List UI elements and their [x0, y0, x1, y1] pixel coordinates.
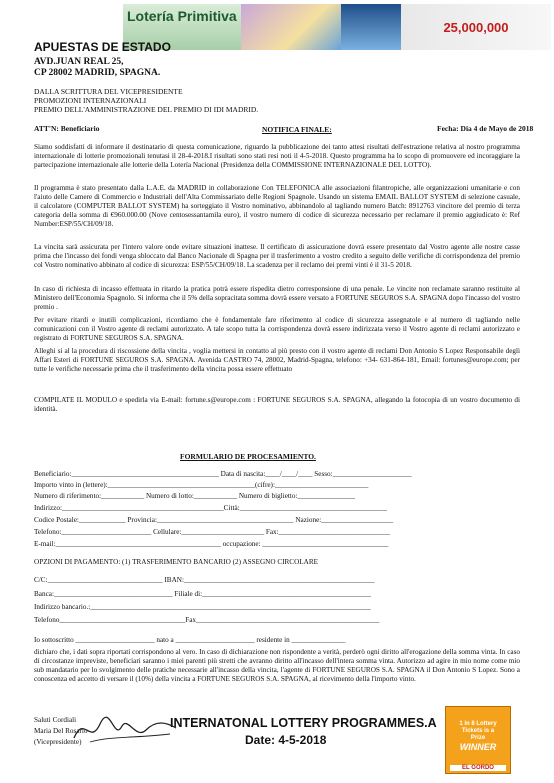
attention-line: ATT'N: Beneficiario: [34, 124, 100, 133]
form-row-reference[interactable]: Numero di riferimento:____________ Numero di lotto:____________ Numero di biglietto:________________: [34, 492, 356, 500]
paragraph-2: Il programma è stato presentato dalla L.A.E. da MADRID in collaborazione Con TELEFONICA alle associazioni filantropiche, alle organizzazioni umanitarie e con l'aiuto delle Camere di Commercio e Industriali dell'Alta Commissariato delle Regioni Spagnole. Usando un sistema EMAIL BALLOT SYSTEM di selezione casuale, il calcolatore (COMPUTER BALLOT SYSTEM) ha sorteggiato il Vostro nominativo, abbinandolo al tagliando numero Batch: 8912763 vincitore del premio di terza categoria della somma di €960.000.00 (Nove centosessantamila euro), il vostro numero di codice di sicurezza necessario per reclamare il premio aggiudicato è: Ref Number:ESP/55/CH/09/18.: [34, 184, 520, 228]
ad-line-2: Tickets is a: [461, 728, 495, 734]
address-line-2: CP 28002 MADRID, SPAGNA.: [34, 68, 161, 78]
declaration-paragraph: dichiaro che, i dati sopra riportati corrispondono al vero. In caso di dichiarazione non rispondente a verità, perderò ogni diritto all'erogazione della somma vinta. In caso di circostanze impreviste, beneficiari saranno i miei parenti più stretti che avranno diritto all'incasso dell'intera somma vinta. Autorizzo ad agire in mio nome come mio sub mandatario per lo svolgimento delle pratiche necessarie all'incasso della vincita, l'agente di FORTUNE SEGUROS S.A. SPAGNA il Don Antonio S Lopez. Sono a conoscenza ed accetto di versare il (10%) della vincita a FORTUNE SEGUROS S.A. SPAGNA, al ricevimento della l'importo vinto.: [34, 648, 520, 683]
dept-line-1: DALLA SCRITTURA DEL VICEPRESIDENTE: [34, 87, 183, 96]
ad-line-3: Prize: [470, 735, 486, 741]
paragraph-7: COMPILATE IL MODULO e spedirla via E-mail: fortune.s@europe.com : FORTUNE SEGUROS S.A. SPAGNA, allegando la fotocopia di un vostro documento di identità.: [34, 396, 520, 413]
notice-heading: NOTIFICA FINALE:: [262, 125, 332, 134]
form-row-address[interactable]: Indirizzo:_____________________________________________Città:_________________________________________: [34, 504, 387, 512]
ad-brand: EL GORDO: [450, 765, 506, 771]
paragraph-6: Alleghi si al la procedura di riscossione della vincita , voglia mettersi in contatto al più presto con il vostro agente di reclami Don Antonio S Lopez Responsabile degli Affari Esteri di FORTUNE SEGUROS S.A. SPAGNA. Avenida CASTRO 74, 28002, Madrid-Spagna, telefono: +34- 631-864-181, Email: fortunes@europe.com; per tutte le verifiche necessarie prima che il trasferimento della vincita possa essere effettuato: [34, 347, 520, 373]
program-date: Date: 4-5-2018: [245, 733, 327, 747]
dept-line-2: PROMOZIONI INTERNAZIONALI: [34, 96, 147, 105]
form-row-email[interactable]: E-mail:______________________________________________ occupazione: ___________________________________: [34, 540, 389, 548]
signer-role: (Vicepresidente): [34, 738, 82, 746]
form-row-declarant[interactable]: Io sottoscritto ______________________ nato a ______________________ residente in _______________: [34, 636, 346, 644]
form-title: FORMULARIO DE PROCESAMIENTO.: [180, 452, 316, 461]
loteria-primitiva-logo: Lotería Primitiva: [123, 4, 241, 50]
banner-image-people: [341, 4, 401, 50]
program-title: INTERNATONAL LOTTERY PROGRAMMES.A: [170, 716, 437, 730]
form-row-phone[interactable]: Telefono:_________________________ Cellulare:_______________________ Fax:_______________________________: [34, 528, 391, 536]
dept-line-3: PREMIO DELL'AMMINISTRAZIONE DEL PREMIO DI IDI MADRID.: [34, 105, 259, 114]
form-row-account[interactable]: C/C:________________________________ IBAN:_____________________________________________________: [34, 576, 375, 584]
paragraph-1: Siamo soddisfatti di informare il destinatario di questa comunicazione, riguardo la pubblicazione dei tanto attesi risultati dell'estrazione relativa al nostro programma internazionale di lotterie promozionali tenutasi il 28-4-2018.I risultati sono stati resi noti il 4-5-2018. Questo programma ha lo scopo di promuovere ed incoraggiare la partecipazione internazionale alle lotterie della Lotería Nacional (Presidenza della COMMISSIONE INTERNAZIONALE DEL LOTTO).: [34, 143, 520, 169]
paragraph-3: La vincita sarà assicurata per l'intero valore onde evitare situazioni inattese. Il certificato di assicurazione dovrà essere presentato dal Vostro agente alle nostre casse prima che l'incasso dei fondi venga sbloccato dal Banco Nacionale di Spagna per il trasferimento a vostro credito a seguito delle verifiche di corrispondenza del premio col Vostro nominativo abbinato al codice di sicurezza: ESP/55/CH/09/18. La scadenza per il reclamo dei premi vinti è il 31-5 2018.: [34, 243, 520, 269]
banner-image-balls: [241, 4, 341, 50]
paragraph-4: In caso di richiesta di incasso effettuata in ritardo la pratica potrà essere rispedita dietro corresponsione di una penale. Le vincite non reclamate saranno restituite al Ministero dell'Economia Spagnolo. Si informa che il 5% della sopracitata somma dovrà essere versato a FORTUNE SEGUROS S.A. SPAGNA dopo l'incasso del vostro premio .: [34, 285, 520, 311]
form-row-bank[interactable]: Banca:_________________________________ Filiale di:_______________________________________________: [34, 590, 372, 598]
closing-greeting: Saluti Cordiali: [34, 716, 77, 724]
form-row-bank-phone[interactable]: Telefono___________________________________Fax___________________________________________________: [34, 616, 380, 624]
org-title: APUESTAS DE ESTADO: [34, 40, 171, 54]
form-row-amount[interactable]: Importo vinto in (lettere):_________________________________________(cifre):__________________________: [34, 481, 369, 489]
signer-name: Maria Del Rosario: [34, 727, 88, 735]
handwritten-signature: [70, 712, 180, 748]
letter-date: Fecha: Dia 4 de Mayo de 2018: [437, 124, 534, 133]
ad-line-1: 1 in 8 Lottery: [459, 721, 497, 727]
address-line-1: AVD.JUAN REAL 25,: [34, 57, 124, 67]
lottery-banner: [123, 4, 551, 50]
banner-prize-cheque: 25,000,000: [401, 4, 551, 50]
form-row-beneficiary[interactable]: Beneficiario:_________________________________________ Data di nascita:____/____/____ Sesso:______________________: [34, 470, 412, 478]
ad-winner: WINNER: [459, 742, 497, 752]
paragraph-5: Per evitare ritardi e inutili complicazioni, ricordiamo che è fondamentale fare riferimento al codice di sicurezza assegnatole e al numero di tagliando nelle comunicazioni con il Vostro agente di reclami autorizzato. A tale scopo tutta la corrispondenza dovrà essere indirizzata verso il Vostro agente di reclami autorizzato e registrato di FORTUNE SEGUROS S.A. SPAGNA.: [34, 316, 520, 342]
form-row-postal[interactable]: Codice Postale:_____________ Provincia:______________________________________ Nazione:____________________: [34, 516, 394, 524]
form-row-bank-address[interactable]: Indirizzo bancario.:______________________________________________________________________________: [34, 603, 371, 611]
payment-options: OPZIONI DI PAGAMENTO: (1) TRASFERIMENTO BANCARIO (2) ASSEGNO CIRCOLARE: [34, 558, 319, 566]
el-gordo-ad: [445, 706, 511, 774]
